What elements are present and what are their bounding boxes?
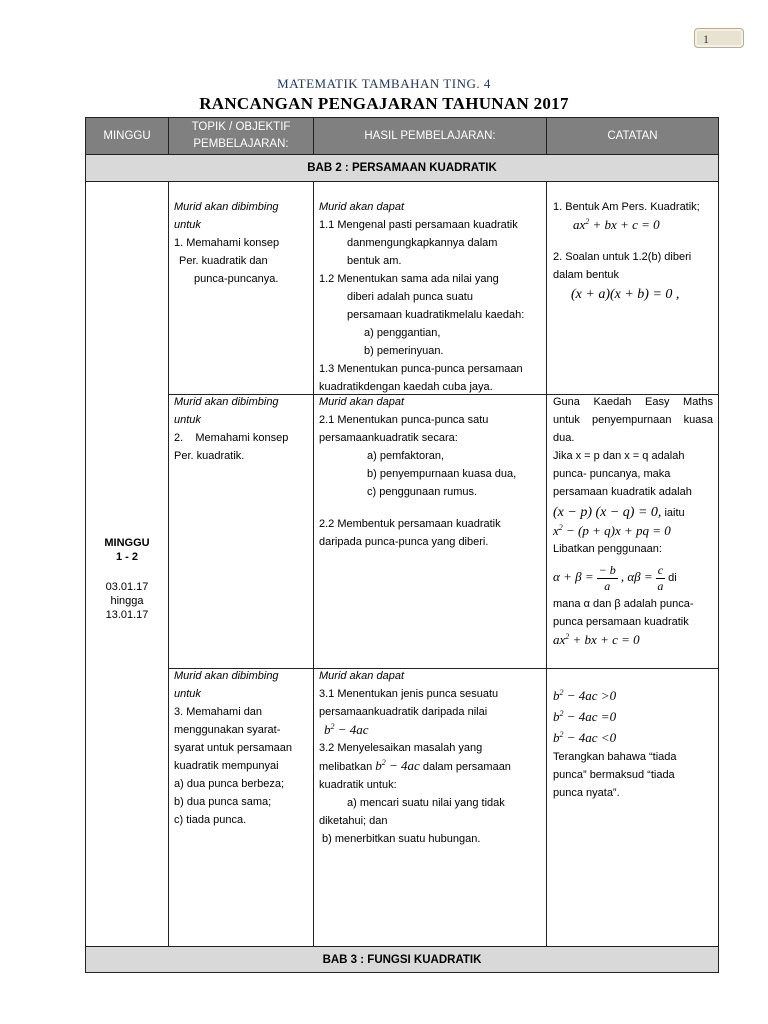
row2-catatan: Guna Kaedah Easy Maths untuk penyempurnaan kuasa dua. Jika x = p dan x = q adalah punca- puncanya, maka persamaan kuadratik adalah (x − p) (x − q) = 0, iaitu $x^2 - (p + q)x$ + pq = 0 Libatkan penggunaan: α + β = $\frac{- b}{a}$ , αβ = $\frac{c}{a}$ di mana α dan β adalah punca- punca persamaan kuadratik $ax^2$ + bx + c = 0 xyxy=(553,396,713,647)
chapter-2-heading: BAB 2 : PERSAMAAN KUADRATIK xyxy=(86,155,718,181)
discriminant-negative: $b^2 - 4ac <0$ xyxy=(553,730,617,745)
page-number-badge: 1 xyxy=(694,28,744,48)
row2-topik: Murid akan dibimbing untuk 2. Memahami konsep Per. kuadratik. xyxy=(174,396,289,462)
general-form-equation: $ax^2$ + bx + c = 0 xyxy=(573,217,660,232)
header-topik: TOPIK / OBJEKTIF PEMBELAJARAN: xyxy=(169,118,313,154)
row1-hasil: Murid akan dapat 1.1 Mengenal pasti persamaan kuadratik danmengungkapkannya dalam bentuk am. 1.2 Menentukan sama ada nilai yang diberi adalah punca suatu persamaan kuadratikmelalu kaedah: a) penggantian, b) pemerinyuan. 1.3 Menentukan punca-punca persamaan kuadratikdengan kaedah cuba jaya. xyxy=(319,201,525,393)
discriminant-expression: $b^2 - 4ac$ xyxy=(324,722,369,737)
minggu-cell: MINGGU 1 - 2 03.01.17 hingga 13.01.17 xyxy=(104,537,150,621)
expanded-root-equation: $x^2 - (p + q)x$ + pq = 0 xyxy=(553,523,671,538)
discriminant-zero: $b^2 - 4ac =0$ xyxy=(553,709,617,724)
document-subtitle: MATEMATIK TAMBAHAN TING. 4 xyxy=(277,76,491,91)
factored-form-equation: (x + a)(x + b) = 0 , xyxy=(571,287,680,302)
header-catatan: CATATAN xyxy=(547,118,718,154)
sum-product-of-roots: α + β = $\frac{- b}{a}$ , αβ = $\frac{c}{a}$ di xyxy=(553,562,677,593)
lesson-plan-table xyxy=(85,117,719,973)
row1-topik: Murid akan dibimbing untuk 1. Memahami konsep Per. kuadratik dan punca-puncanya. xyxy=(174,201,280,285)
header-minggu: MINGGU xyxy=(86,118,168,154)
row3-hasil: Murid akan dapat 3.1 Menentukan jenis punca sesuatu persamaankuadratik daripada nilai $b^2 - 4ac$ 3.2 Menyelesaikan masalah yang melibatkan $b^2 - 4ac$ dalam persamaan kuadratik untuk: a) mencari suatu nilai yang tidak diketahui; dan b) menerbitkan suatu hubungan. xyxy=(319,667,544,848)
document-title: RANCANGAN PENGAJARAN TAHUNAN 2017 xyxy=(199,94,569,113)
root-product-equation: (x − p) (x − q) = 0, xyxy=(553,505,662,520)
row2-hasil: Murid akan dapat 2.1 Menentukan punca-punca satu persamaankuadratik secara: a) pemfaktoran, b) penyempurnaan kuasa dua, c) penggunaan rumus. 2.2 Membentuk persamaan kuadratik daripada punca-punca yang diberi. xyxy=(319,396,517,548)
row3-topik: Murid akan dibimbing untuk 3. Memahami dan menggunakan syarat- syarat untuk persamaan kuadratik mempunyai a) dua punca berbeza; b) dua punca sama; c) tiada punca. xyxy=(174,670,293,826)
row3-catatan: $b^2 - 4ac >0$ $b^2 - 4ac =0$ $b^2 - 4ac <0$ Terangkan bahawa “tiada punca” bermaksud “tiada punca nyata”. xyxy=(553,685,713,802)
general-form-equation-2: $ax^2$ + bx + c = 0 xyxy=(553,632,640,647)
header-hasil: HASIL PEMBELAJARAN: xyxy=(314,118,546,154)
discriminant-positive: $b^2 - 4ac >0$ xyxy=(553,688,617,703)
row1-catatan: 1. Bentuk Am Pers. Kuadratik; $ax^2$ + bx + c = 0 2. Soalan untuk 1.2(b) diberi dalam bentuk (x + a)(x + b) = 0 , xyxy=(553,198,713,304)
chapter-3-heading: BAB 3 : FUNGSI KUADRATIK xyxy=(86,947,718,972)
